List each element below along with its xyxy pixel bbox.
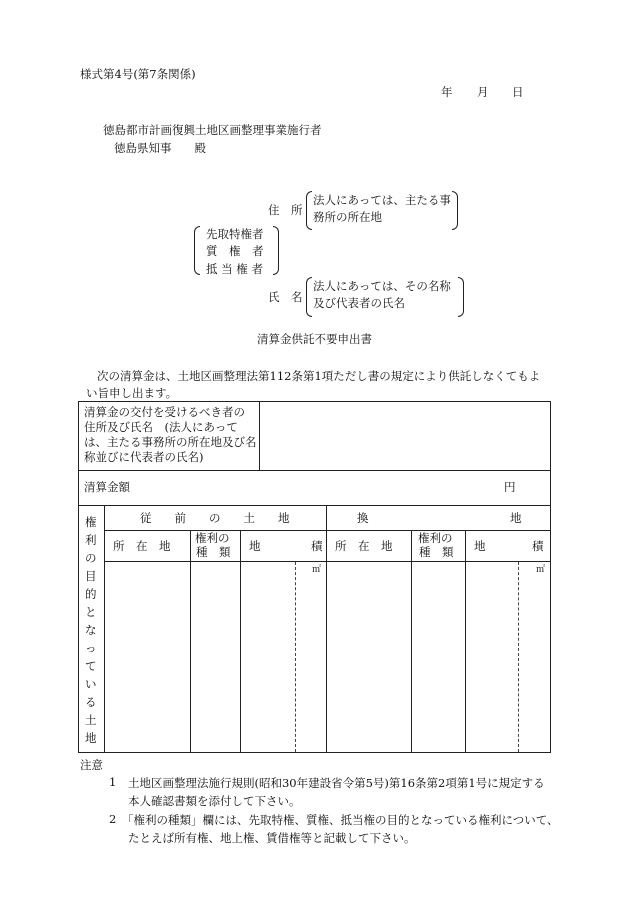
before-right-type-header-line1: 権利の <box>195 531 230 545</box>
addressee-line2: 徳島県知事 殿 <box>114 141 206 155</box>
vertical-char: 地 <box>85 731 97 745</box>
role-preferential-creditor: 先取特権者 <box>206 227 264 241</box>
name-note-bracket-right <box>458 277 464 317</box>
after-right-type-header-line2: 種 類 <box>419 545 454 559</box>
role-mortgagee: 抵 当 権 者 <box>206 262 263 276</box>
name-note-line2: 及び代表者の氏名 <box>313 296 405 310</box>
after-area-header-right: 積 <box>532 539 544 553</box>
before-area-unit: ㎡ <box>312 565 322 575</box>
form-number: 様式第4号(第7条関係) <box>80 67 196 81</box>
vertical-char: な <box>85 623 97 637</box>
address-note-bracket-right <box>452 191 458 230</box>
vertical-char: と <box>85 605 97 619</box>
before-area-field[interactable] <box>242 575 324 751</box>
after-location-header: 所 在 地 <box>335 539 393 553</box>
address-label: 住 所 <box>268 203 303 217</box>
before-land-header: 従 前 の 土 地 <box>140 511 290 525</box>
after-area-field[interactable] <box>467 575 549 751</box>
recipient-value-field[interactable] <box>262 404 548 468</box>
before-area-header-left: 地 <box>249 539 261 553</box>
after-land-header-right: 地 <box>510 511 522 525</box>
date-month: 月 <box>477 85 489 99</box>
notes-heading: 注意 <box>80 758 103 772</box>
body-line1: 次の清算金は、土地区画整理法第112条第1項ただし書の規定により供託しなくてもよ <box>97 369 541 383</box>
amount-label: 清算金額 <box>84 480 130 494</box>
vertical-char: 目 <box>85 569 97 583</box>
note-2-line1: 「権利の種類」欄には、先取特権、質権、抵当権の目的となっている権利について、 <box>122 813 559 827</box>
before-right-type-field[interactable] <box>192 563 239 751</box>
after-area-header-left: 地 <box>474 539 486 553</box>
before-location-header: 所 在 地 <box>113 539 171 553</box>
date-year: 年 <box>441 85 453 99</box>
note-2-line2: たとえば所有権、地上権、賃借権等と記載して下さい。 <box>128 831 416 845</box>
address-note-line2: 務所の所在地 <box>313 210 382 224</box>
vertical-char: い <box>85 677 97 691</box>
vertical-char: 権 <box>85 515 97 529</box>
date-day: 日 <box>512 85 524 99</box>
role-bracket-right <box>273 226 279 275</box>
amount-value-field[interactable] <box>180 473 500 503</box>
after-land-header-left: 換 <box>357 511 369 525</box>
recipient-label-line3: は、主たる事務所の所在地及び名 <box>84 435 257 449</box>
address-note-line1: 法人にあっては、主たる事 <box>313 193 451 207</box>
note-1-line1: 土地区画整理法施行規則(昭和30年建設省令第5号)第16条第2項第1号に規定する <box>128 776 545 790</box>
document-title: 清算金供託不要申出書 <box>257 332 372 346</box>
before-right-type-header-line2: 種 類 <box>196 545 231 559</box>
vertical-char: 利 <box>85 533 97 547</box>
before-area-header-right: 積 <box>311 539 323 553</box>
after-right-type-header-line1: 権利の <box>418 531 453 545</box>
address-note-bracket-left <box>306 191 312 230</box>
note-1-number: 1 <box>109 775 117 789</box>
after-area-unit: ㎡ <box>536 565 546 575</box>
after-right-type-field[interactable] <box>413 563 464 751</box>
name-label: 氏 名 <box>268 290 303 304</box>
before-location-field[interactable] <box>106 563 189 751</box>
after-location-field[interactable] <box>328 563 410 751</box>
body-line2: い旨申し出ます。 <box>86 386 178 400</box>
recipient-label-line1: 清算金の交付を受けるべき者の <box>84 405 245 419</box>
recipient-label-line2: 住所及び氏名 (法人にあって <box>84 420 238 434</box>
role-pledgee: 質 権 者 <box>206 244 264 258</box>
recipient-label-line4: 称並びに代表者の氏名) <box>84 450 204 464</box>
vertical-char: っ <box>85 641 97 655</box>
addressee-line1: 徳島都市計画復興土地区画整理事業施行者 <box>103 123 322 137</box>
name-note-bracket-left <box>306 277 312 317</box>
vertical-char: の <box>85 551 97 565</box>
note-2-number: 2 <box>109 812 117 826</box>
amount-unit: 円 <box>504 480 516 494</box>
note-1-line2: 本人確認書類を添付して下さい。 <box>128 794 301 808</box>
name-note-line1: 法人にあっては、その名称 <box>313 279 451 293</box>
vertical-char: て <box>85 659 97 673</box>
vertical-char: る <box>85 695 97 709</box>
vertical-char: 土 <box>85 713 97 727</box>
role-bracket-left <box>194 226 200 275</box>
vertical-char: 的 <box>85 587 97 601</box>
